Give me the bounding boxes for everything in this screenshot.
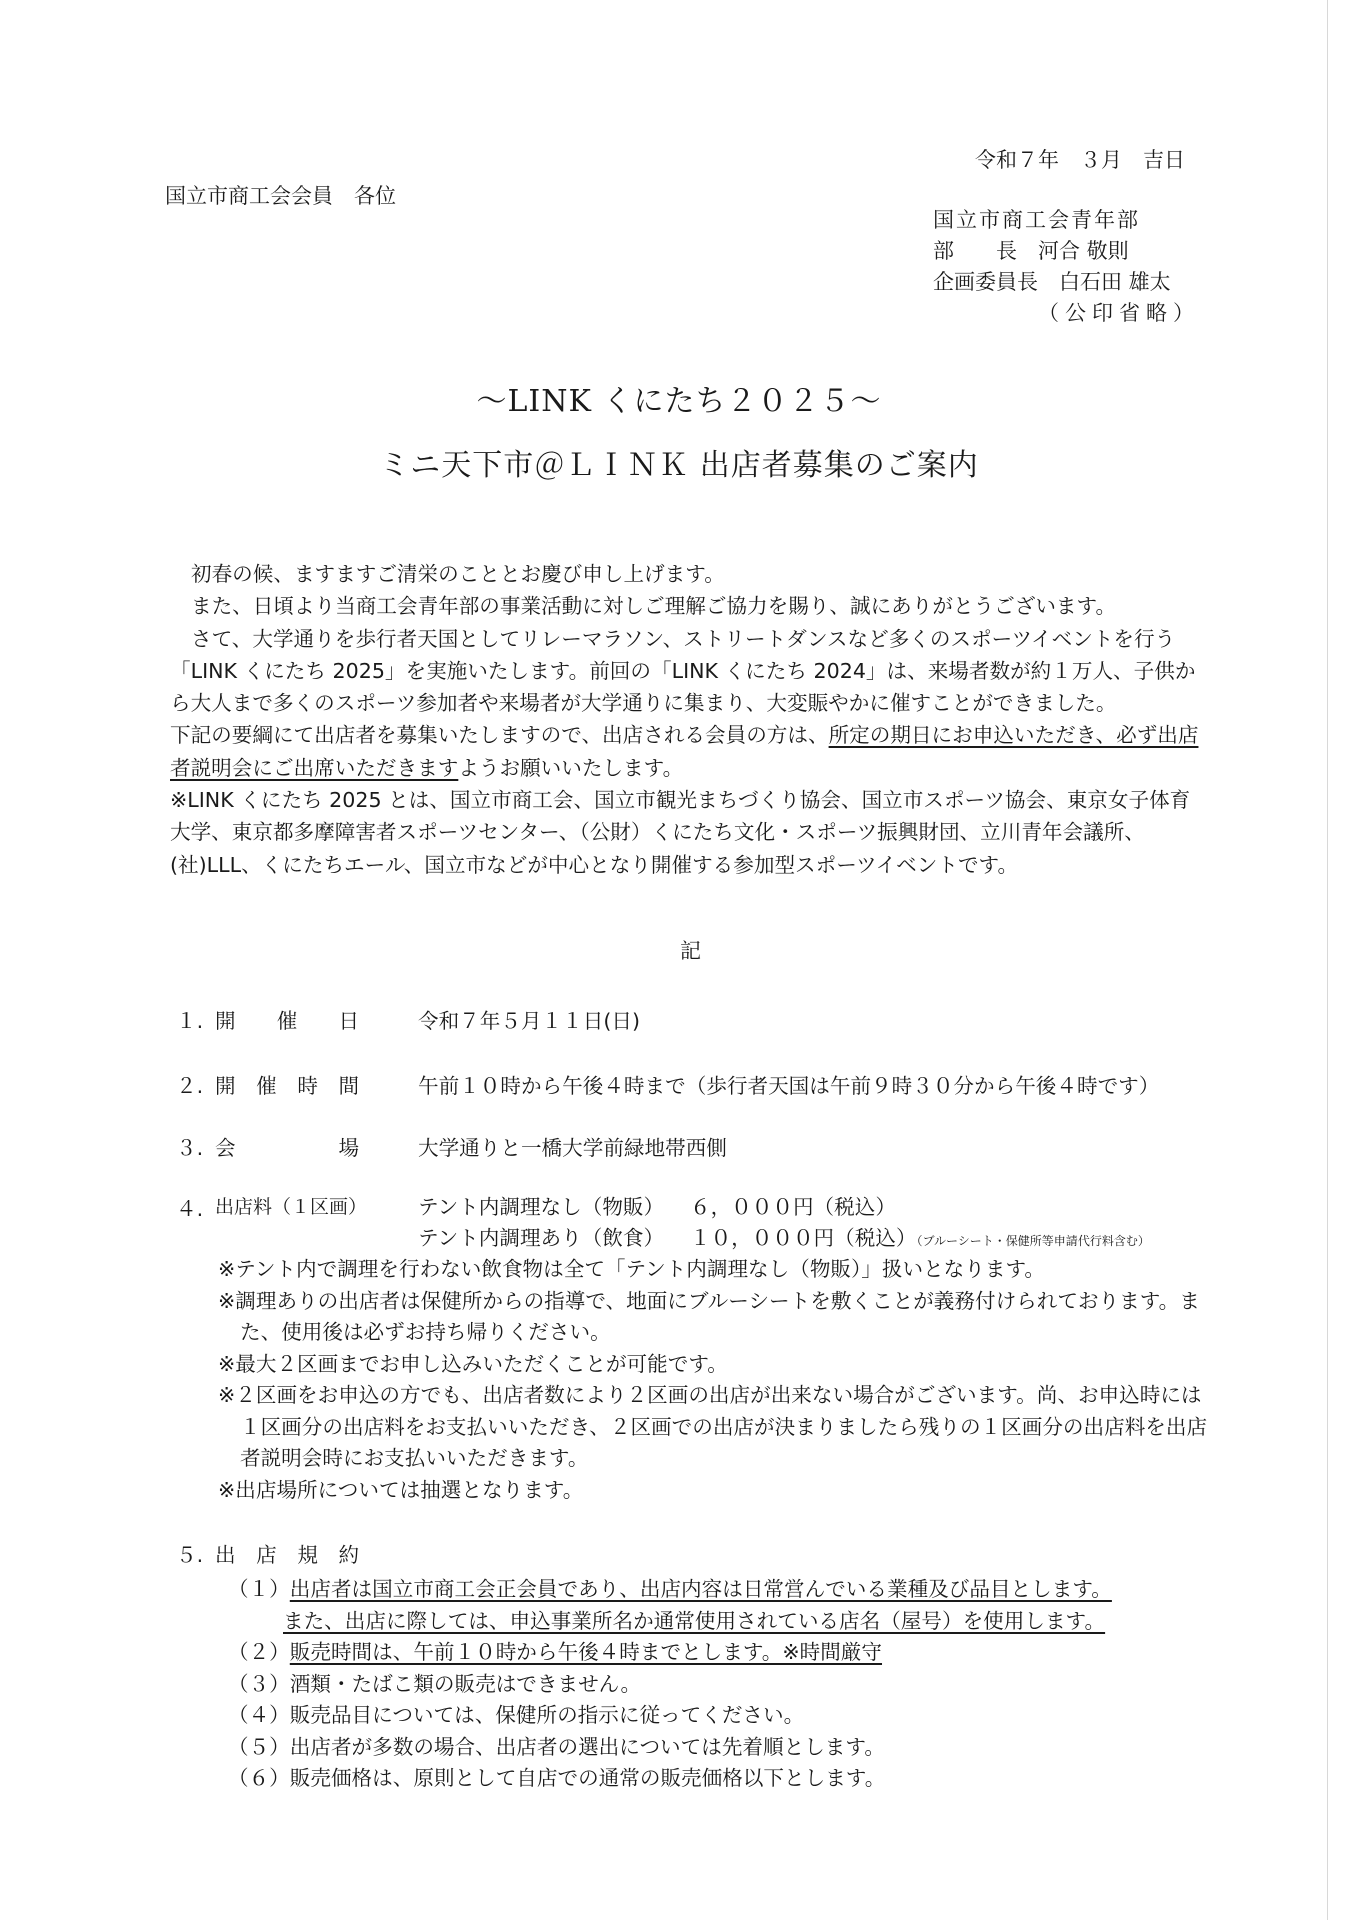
fee-table	[418, 1192, 1150, 1257]
recipient: 国立市商工会会員 各位	[165, 184, 396, 208]
intro-request-c: ようお願いいたします。	[458, 755, 684, 780]
scan-edge-line	[1327, 0, 1328, 1920]
item-2-label: 開 催 時 間	[215, 1074, 360, 1098]
rule-2	[228, 1637, 1228, 1669]
item-1-num: １.	[176, 1009, 204, 1033]
note-3: ※最大２区画までお申し込みいただくことが可能です。	[218, 1351, 728, 1376]
item-1-label: 開 催 日	[215, 1009, 360, 1033]
item-1-value: 令和７年５月１１日(日)	[418, 1009, 641, 1033]
rule-1-line-2: また、出店に際しては、申込事業所名か通常使用されている店名（屋号）を使用します。	[283, 1608, 1106, 1633]
intro-event: さて、大学通りを歩行者天国としてリレーマラソン、ストリートダンスなど多くのスポーツイベントを行う「LINK くにたち 2025」を実施いたします。前回の「LINK くにたち 2024」は、来場者数が約１万人、子供から大人まで多くのスポーツ参加者や来場者が大学通りに集まり、大変賑やかに催すことができました。	[170, 626, 1196, 716]
rule-1-num: （１）	[228, 1577, 290, 1601]
rule-4: （４）販売品目については、保健所の指示に従ってください。	[228, 1703, 805, 1727]
intro-greeting: 初春の候、ますますご清栄のこととお慶び申し上げます。	[191, 562, 725, 586]
rule-5: （５）出店者が多数の場合、出店者の選出については先着順とします。	[228, 1734, 885, 1759]
fee-2-name: テント内調理あり（飲食）	[418, 1226, 665, 1250]
title-line-1: ～LINK くにたち２０２５～	[476, 384, 882, 419]
item-2-num: ２.	[176, 1074, 204, 1098]
rule-3: （３）酒類・たばこ類の販売はできません。	[228, 1671, 642, 1696]
fee-1-name: テント内調理なし（物販）	[418, 1195, 665, 1219]
fee-1-price: ６，０００円（税込）	[690, 1195, 896, 1219]
rule-1-line-1: 出店者は国立市商工会正会員であり、出店内容は日常営んでいる業種及び品目とします。	[289, 1577, 1112, 1601]
item-4-num: ４.	[176, 1197, 204, 1221]
sender-org: 国立市商工会青年部	[933, 208, 1140, 232]
intro-thanks: また、日頃より当商工会青年部の事業活動に対しご理解ご協力を賜り、誠にありがとうございます。	[191, 594, 1117, 619]
fee-2-note: （ブルーシート・保健所等申請代行料含む）	[916, 1234, 1150, 1248]
issue-date: 令和７年 ３月 吉日	[975, 148, 1185, 172]
fee-row-1	[418, 1192, 1150, 1223]
fee-row-2	[418, 1223, 1150, 1257]
note-4: ※２区画をお申込の方でも、出店者数により２区画の出店が出来ない場合がございます。尚、お申込時には１区画分の出店料をお支払いいただき、２区画での出店が決まりましたら残りの１区画分の出店料を出店者説明会時にお支払いいただきます。	[218, 1383, 1208, 1470]
item-5-label: 出 店 規 約	[215, 1543, 360, 1567]
note-2: ※調理ありの出店者は保健所からの指導で、地面にブルーシートを敷くことが義務付けられております。また、使用後は必ずお持ち帰りください。	[218, 1288, 1200, 1344]
sender-block	[933, 205, 1200, 329]
sender-planner: 企画委員長 白石田 雄太	[933, 270, 1171, 294]
note-5: ※出店場所については抽選となります。	[218, 1477, 584, 1502]
sender-chief: 部 長 河合 敬則	[933, 239, 1129, 263]
item-5-num: ５.	[176, 1543, 204, 1567]
note-1: ※テント内で調理を行わない飲食物は全て「テント内調理なし（物販）」扱いとなります。	[218, 1257, 1045, 1281]
fee-2-price: １０，０００円（税込）	[690, 1226, 917, 1250]
rule-2-num: （２）	[228, 1640, 290, 1664]
item-3-num: ３.	[176, 1136, 204, 1160]
ki-heading: 記	[680, 939, 701, 963]
item-2-value: 午前１０時から午後４時まで（歩行者天国は午前９時３０分から午後４時です）	[418, 1074, 1160, 1098]
seal-note: （公印省略）	[1038, 301, 1200, 325]
rule-6: （６）販売価格は、原則として自店での通常の販売価格以下とします。	[228, 1766, 886, 1790]
item-4-label: 出店料（１区画）	[215, 1196, 368, 1218]
item-3-value: 大学通りと一橋大学前緑地帯西側	[418, 1136, 727, 1160]
fee-notes	[218, 1254, 1218, 1506]
title-line-2: ミニ天下市＠ＬＩＮＫ 出店者募集のご案内	[379, 448, 979, 483]
intro-request-a: 下記の要綱にて出店者を募集いたしますので、出店される会員の方は、	[170, 723, 829, 748]
item-3-label: 会 場	[215, 1136, 360, 1160]
intro-body	[170, 558, 1210, 881]
rule-1-cont	[228, 1606, 1228, 1638]
intro-request-underlined: 所定の期日にお申込いただき、必ず出店者説明会にご出席いただきます	[170, 723, 1199, 780]
rule-1	[228, 1574, 1228, 1606]
intro-about: ※LINK くにたち 2025 とは、国立市商工会、国立市観光まちづくり協会、国立市スポーツ協会、東京女子体育大学、東京都多摩障害者スポーツセンター、（公財）くにたち文化・スポーツ振興財団、立川青年会議所、(社)LLL、くにたちエール、国立市などが中心となり開催する参加型スポーツイベントです。	[170, 788, 1191, 877]
rules-list	[228, 1574, 1228, 1795]
rule-2-text: 販売時間は、午前１０時から午後４時までとします。※時間厳守	[289, 1640, 883, 1664]
intro-request	[170, 719, 1210, 784]
